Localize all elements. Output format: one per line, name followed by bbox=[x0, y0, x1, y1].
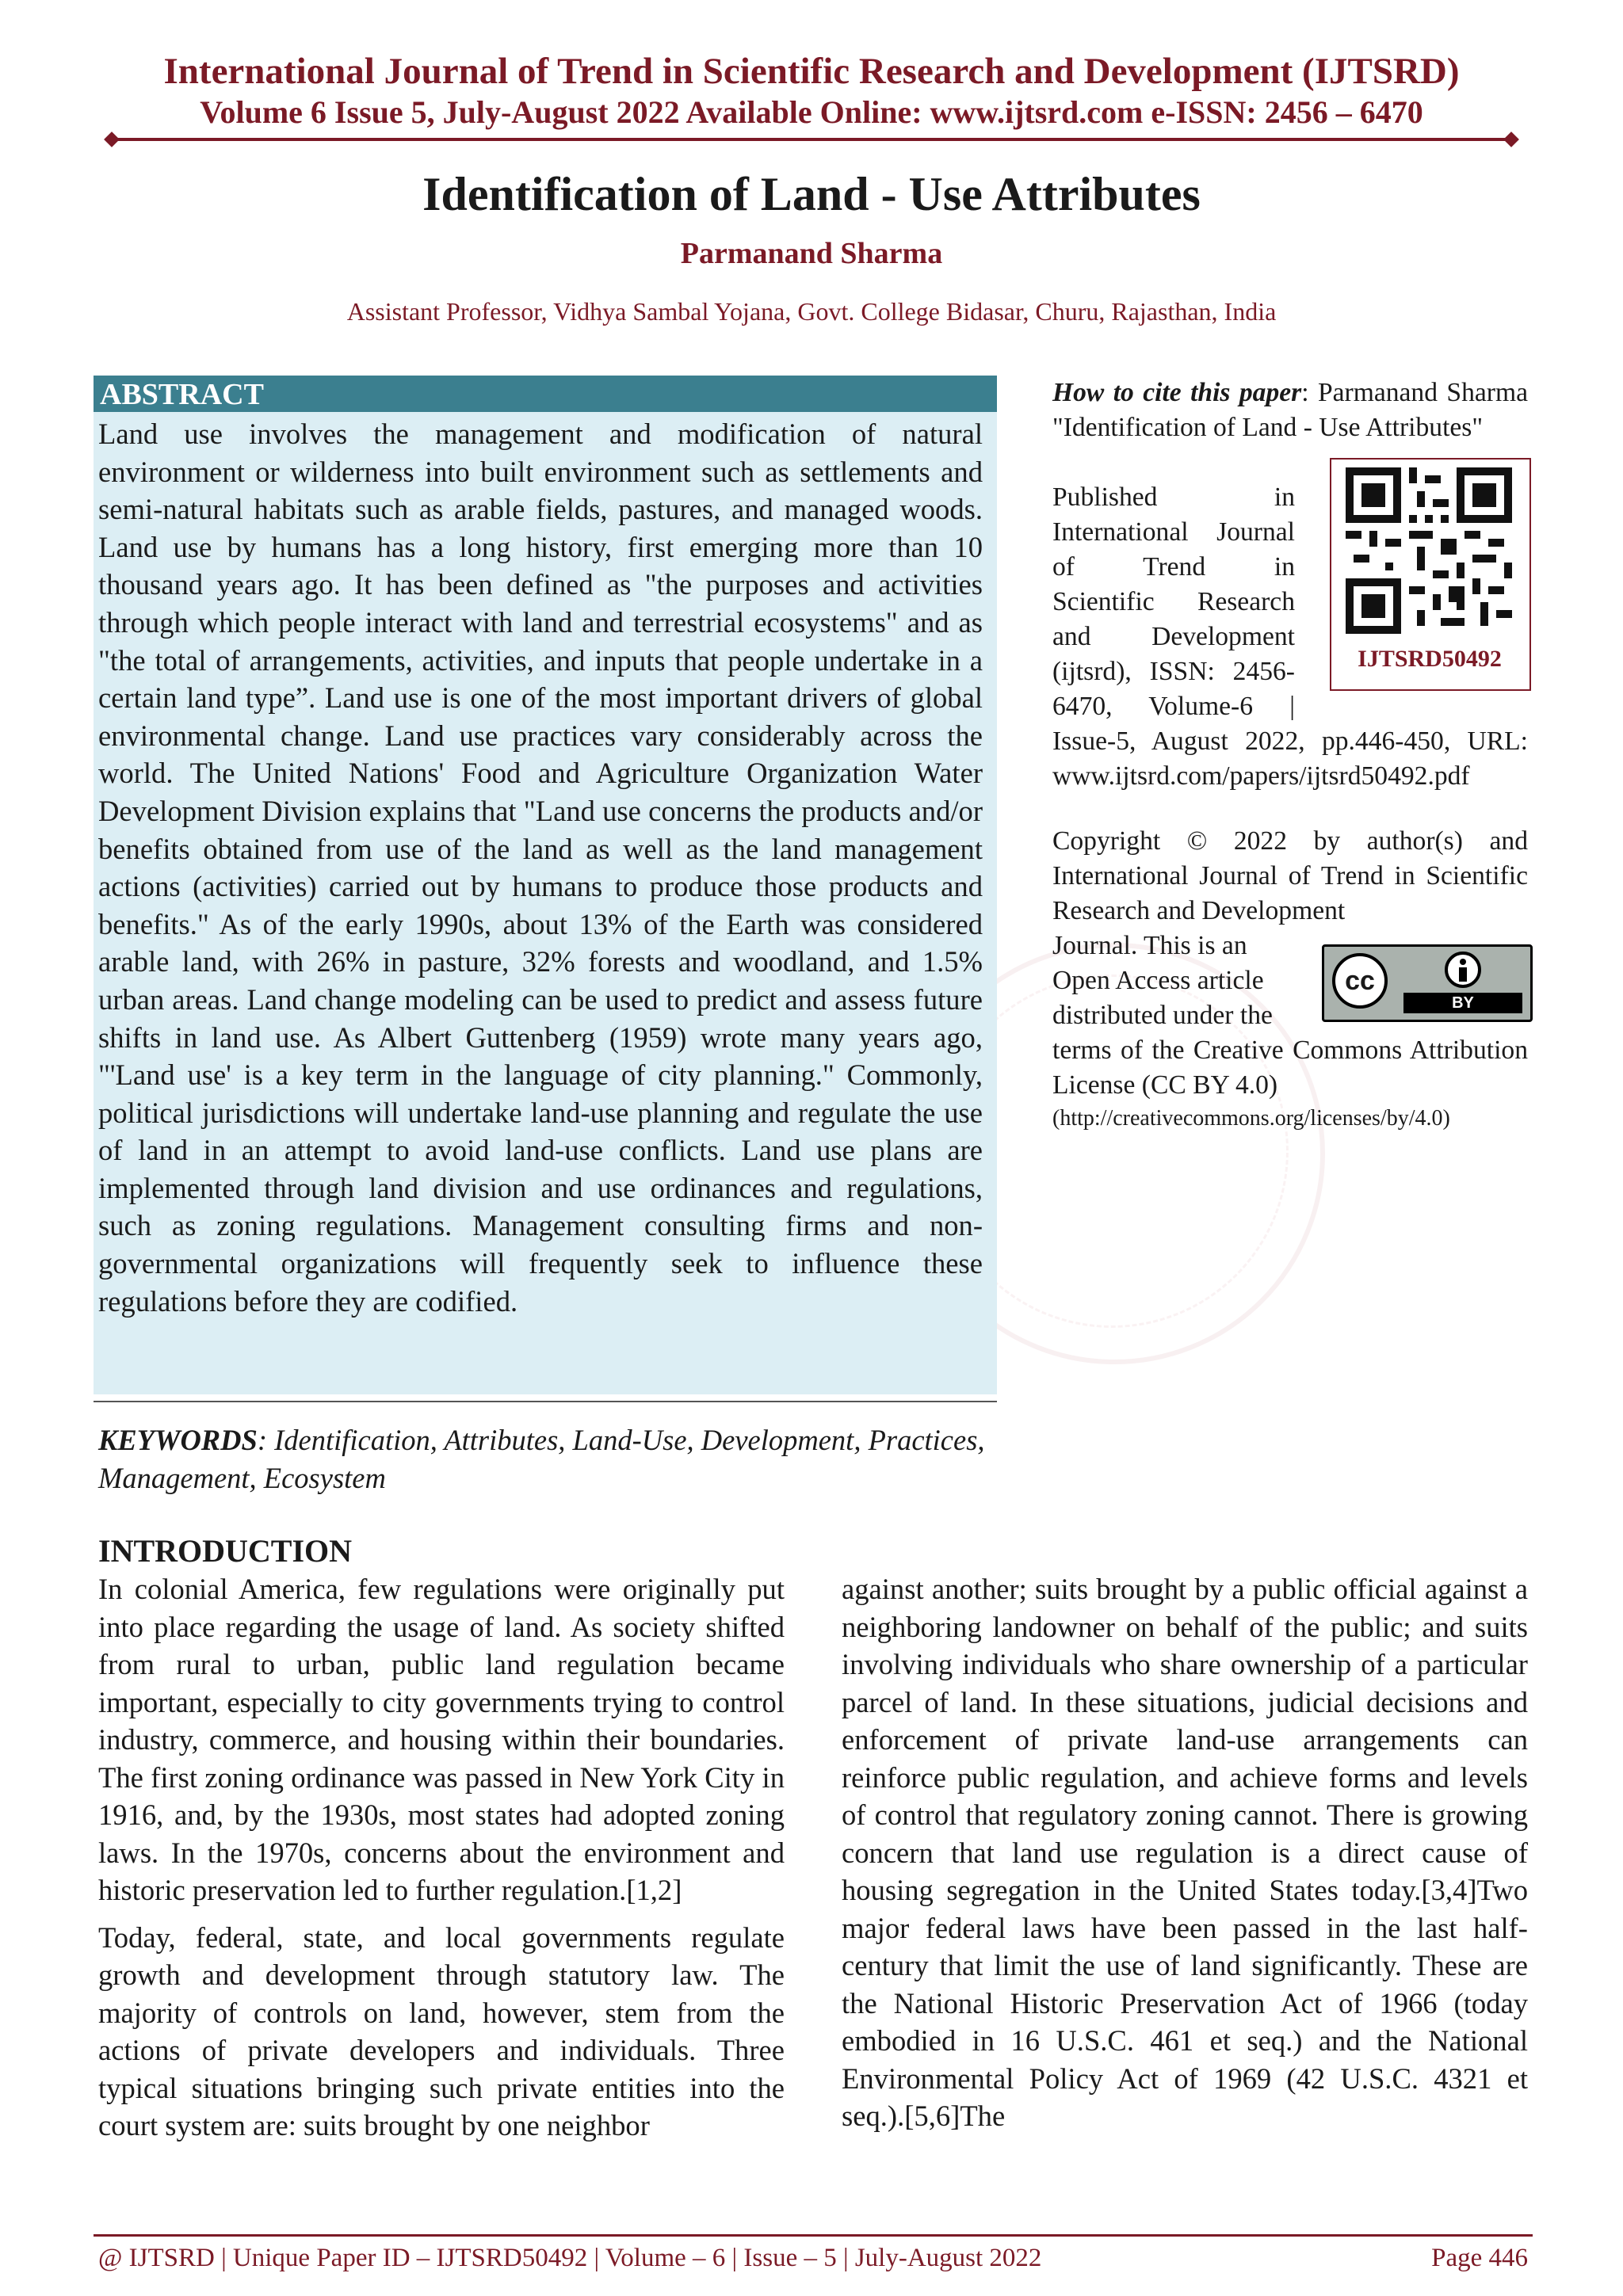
citation-lead-text: : Parmanand Sharma "Identification of Land - Use Attributes" bbox=[1052, 378, 1528, 442]
citation-rest: Issue-5, August 2022, pp.446-450, URL: www.ijtsrd.com/papers/ijtsrd50492.pdf bbox=[1052, 727, 1528, 791]
section-heading-introduction: INTRODUCTION bbox=[98, 1533, 353, 1569]
copyright-lead: Copyright © 2022 by author(s) and International Journal of Trend in Scientific Research and Development bbox=[1052, 826, 1528, 925]
abstract-text: Land use involves the management and modification of natural environment or wilderness into built environment such as settlements and semi-natural habitats such as arable fields, pastures, and managed woods. Land use by humans has a long history, first emerging more than 10 thousand years ago. It has been defined as "the purposes and activities through which people interact with land and terrestrial ecosystems" and as "the total of arrangements, activities, and inputs that people undertake in a certain land type”. Land use is one of the most important drivers of global environmental change. Land use practices vary considerably across the world. The United Nations' Food and Agriculture Organization Water Development Division explains that "Land use concerns the products and/or benefits obtained from use of the land as well as the land management actions (activities) carried out by humans to produce those products and benefits." As of the early 1990s, about 13% of the Earth was considered arable land, with 26% in pasture, 32% forests and woodland, and 1.5% urban areas. Land change modeling can be used to predict and assess future shifts in land use. As Albert Guttenberg (1959) wrote many years ago, "'Land use' is a key term in the language of city planning." Commonly, political jurisdictions will undertake land-use planning and regulate the use of land in an attempt to avoid land-use conflicts. Land use plans are implemented through land division and use ordinances and regulations, such as zoning regulations. Management consulting firms and non-governmental organizations will frequently seek to influence these regulations before they are codified. bbox=[98, 418, 983, 1318]
paragraph: Today, federal, state, and local governments regulate growth and development through statutory law. The majority of controls on land, however, stem from the actions of private developers and individuals. Three typical situations bringing such private entities into the court system are: suits brought by one neighbor bbox=[98, 1920, 785, 2142]
keywords bbox=[98, 1421, 1002, 1497]
cc-by-license-badge[interactable] bbox=[1322, 944, 1533, 1022]
citation-published-block bbox=[1052, 480, 1295, 724]
header-rule-left-diamond bbox=[104, 132, 120, 147]
keywords-label: KEYWORDS bbox=[98, 1424, 258, 1456]
copyright-line: Open Access article bbox=[1052, 966, 1264, 995]
page-number: Page 446 bbox=[1431, 2244, 1528, 2272]
journal-title: International Journal of Trend in Scientific Research and Development (IJTSRD) bbox=[163, 51, 1460, 92]
paragraph: against another; suits brought by a public official against a neighboring landowner on behalf of the public; and suits involving individuals who share ownership of a particular parcel of land. In these situations, judicial decisions and enforcement of private land-use arrangements can reinforce public regulation, and achieve forms and levels of control that regulatory zoning cannot. There is growing concern that land use regulation is a direct cause of housing segregation in the United States today.[3,4]Two major federal laws have been passed in the last half-century that limit the use of land significantly. These are the National Historic Preservation Act of 1966 (today embodied in 16 U.S.C. 461 et seq.) and the National Environmental Policy Act of 1969 (42 U.S.C. 4321 et seq.).[5,6]The bbox=[842, 1573, 1528, 2132]
creative-commons-icon: cc bbox=[1332, 953, 1388, 1009]
page-footer bbox=[98, 2244, 1528, 2273]
paragraph: In colonial America, few regulations were originally put into place regarding the usage of land. As society shifted from rural to urban, public land regulation became important, especially to city governments trying to control industry, commerce, and housing within their boundaries. The first zoning ordinance was passed in New York City in 1916, and, by the 1930s, most states had adopted zoning laws. In the 1970s, concerns about the environment and historic preservation led to further regulation.[1,2] bbox=[98, 1573, 785, 1906]
copyright-tail: terms of the Creative Commons Attribution License (CC BY 4.0) bbox=[1052, 1035, 1528, 1100]
author-name: Parmanand Sharma bbox=[680, 237, 943, 270]
header-rule-right-diamond bbox=[1503, 132, 1519, 147]
abstract-header bbox=[94, 376, 997, 412]
citation-line: International Journal bbox=[1052, 517, 1295, 547]
license-url[interactable]: (http://creativecommons.org/licenses/by/4.0) bbox=[1052, 1106, 1450, 1131]
intro-right-column bbox=[842, 1570, 1528, 2145]
citation-line: Published in bbox=[1052, 482, 1295, 512]
copyright-line: Journal. This is an bbox=[1052, 931, 1247, 960]
copyright-wrap-block bbox=[1052, 929, 1298, 1033]
qr-code-icon[interactable] bbox=[1346, 467, 1512, 634]
citation-line: Scientific Research bbox=[1052, 587, 1295, 616]
author-affiliation: Assistant Professor, Vidhya Sambal Yojana, Govt. College Bidasar, Churu, Rajasthan, India bbox=[346, 297, 1277, 326]
copyright-line: distributed under the bbox=[1052, 1001, 1273, 1030]
citation-line: of Trend in bbox=[1052, 552, 1295, 582]
citation-line: 6470, Volume-6 | bbox=[1052, 692, 1295, 721]
abstract-separator bbox=[94, 1401, 997, 1402]
paper-title: Identification of Land - Use Attributes bbox=[422, 168, 1201, 220]
abstract-heading: ABSTRACT bbox=[100, 378, 264, 411]
intro-left-column bbox=[98, 1570, 785, 2154]
footer-info: @ IJTSRD | Unique Paper ID – IJTSRD50492 | Volume – 6 | Issue – 5 | July-August 2022 bbox=[98, 2244, 1042, 2272]
qr-code-id: IJTSRD50492 bbox=[1358, 646, 1502, 672]
citation-lead bbox=[1052, 376, 1528, 445]
keywords-text: : Identification, Attributes, Land-Use, Development, Practices, Management, Ecosystem bbox=[98, 1424, 985, 1494]
footer-rule bbox=[94, 2234, 1533, 2237]
citation-label: How to cite this paper bbox=[1052, 378, 1302, 407]
by-label: BY bbox=[1403, 993, 1522, 1013]
header-rule bbox=[111, 138, 1512, 141]
attribution-person-icon bbox=[1445, 952, 1481, 988]
journal-volume-line: Volume 6 Issue 5, July-August 2022 Available Online: www.ijtsrd.com e-ISSN: 2456 – 6470 bbox=[200, 94, 1423, 130]
citation-line: and Development bbox=[1052, 622, 1295, 651]
citation-line: (ijtsrd), ISSN: 2456- bbox=[1052, 657, 1295, 686]
